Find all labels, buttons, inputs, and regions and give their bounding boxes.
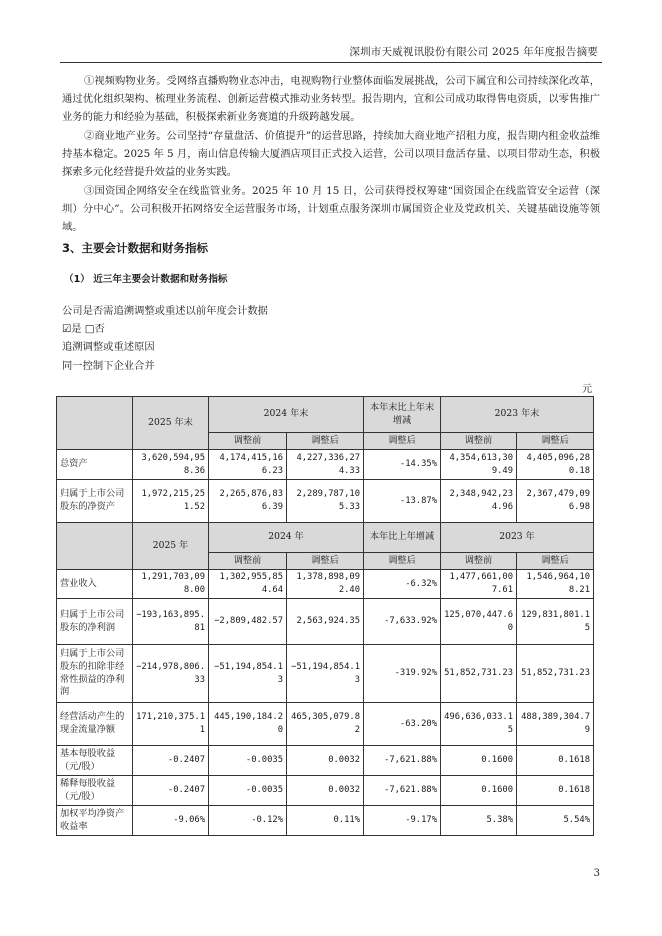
row-label: 加权平均净资产收益率 bbox=[57, 806, 133, 836]
table-cell: −51,194,854.13 bbox=[287, 645, 364, 703]
table-cell: 465,305,079.82 bbox=[287, 703, 364, 746]
table-header-cell bbox=[57, 523, 133, 570]
table-cell: 4,174,415,166.23 bbox=[209, 450, 287, 480]
paragraph-commercial-property: ②商业地产业务。公司坚持“存量盘活、价值提升”的运营思路，持续加大商业地产招租力度，报告期内租金收益维持基本稳定。2025 年 5 月，南山信息传输大厦酒店项目正式投入运营，公司以项目盘活存量、以项目带动生态，积极探索多元化经营提升效益的业务实践。 bbox=[62, 130, 600, 179]
table-header-cell: 本年末比上年末增减 bbox=[364, 397, 441, 433]
table-cell: -14.35% bbox=[364, 450, 441, 480]
adjust-reason-label: 追溯调整或重述原因 bbox=[62, 341, 155, 353]
table-cell: 4,405,096,280.18 bbox=[517, 450, 594, 480]
table-header-cell: 2024 年末 bbox=[209, 397, 364, 433]
table-cell: -7,621.88% bbox=[364, 746, 441, 776]
unit-label: 元 bbox=[582, 384, 592, 395]
table-header-cell: 2023 年 bbox=[441, 523, 594, 553]
table-cell: -0.12% bbox=[209, 806, 287, 836]
row-label: 归属于上市公司股东的净资产 bbox=[57, 480, 133, 523]
table-cell: -0.2407 bbox=[133, 746, 209, 776]
table-cell: -0.0035 bbox=[209, 746, 287, 776]
row-label: 归属于上市公司股东的净利润 bbox=[57, 599, 133, 645]
row-label: 基本每股收益（元/股） bbox=[57, 746, 133, 776]
table-header-cell: 调整前 bbox=[441, 553, 517, 570]
table-cell: 0.1618 bbox=[517, 746, 594, 776]
table-cell: 4,227,336,274.33 bbox=[287, 450, 364, 480]
table-cell: 1,546,964,108.21 bbox=[517, 570, 594, 599]
table-cell: 2,563,924.35 bbox=[287, 599, 364, 645]
table-cell: -63.20% bbox=[364, 703, 441, 746]
table-header-cell: 调整后 bbox=[517, 433, 594, 450]
table-row bbox=[57, 746, 594, 776]
table-row bbox=[57, 570, 594, 599]
table-cell: 0.0032 bbox=[287, 776, 364, 806]
table-cell: 129,831,801.15 bbox=[517, 599, 594, 645]
table-cell: −214,978,806.33 bbox=[133, 645, 209, 703]
table-header-cell: 调整前 bbox=[209, 553, 287, 570]
table-cell: 1,378,898,092.40 bbox=[287, 570, 364, 599]
table-header-row bbox=[57, 523, 594, 553]
table-cell: −193,163,895.81 bbox=[133, 599, 209, 645]
table-header-cell: 调整后 bbox=[364, 433, 441, 450]
report-header: 深圳市天威视讯股份有限公司 2025 年年度报告摘要 bbox=[349, 46, 598, 58]
row-label: 稀释每股收益（元/股） bbox=[57, 776, 133, 806]
table-cell: -0.2407 bbox=[133, 776, 209, 806]
table-cell: 496,636,033.15 bbox=[441, 703, 517, 746]
table-cell: 0.1600 bbox=[441, 746, 517, 776]
table-cell: 51,852,731.23 bbox=[441, 645, 517, 703]
table-cell: −51,194,854.13 bbox=[209, 645, 287, 703]
table-row bbox=[57, 599, 594, 645]
table-cell: -7,633.92% bbox=[364, 599, 441, 645]
table-header-cell: 调整后 bbox=[364, 553, 441, 570]
table-header-cell: 2023 年末 bbox=[441, 397, 594, 433]
table-cell: −2,809,482.57 bbox=[209, 599, 287, 645]
table-header-cell bbox=[57, 397, 133, 450]
table-header-cell: 本年比上年增减 bbox=[364, 523, 441, 553]
retro-adjust-question: 公司是否需追溯调整或重述以前年度会计数据 bbox=[62, 305, 268, 317]
table-cell: 0.1618 bbox=[517, 776, 594, 806]
table-header-cell: 2025 年 bbox=[133, 523, 209, 570]
table-header-cell: 调整后 bbox=[287, 433, 364, 450]
table-header-cell: 调整后 bbox=[517, 553, 594, 570]
table-cell: 1,302,955,854.64 bbox=[209, 570, 287, 599]
table-cell: 125,070,447.60 bbox=[441, 599, 517, 645]
table-cell: -319.92% bbox=[364, 645, 441, 703]
header-divider bbox=[60, 62, 602, 63]
table-cell: -7,621.88% bbox=[364, 776, 441, 806]
table-cell: -13.87% bbox=[364, 480, 441, 523]
table-header-cell: 2024 年 bbox=[209, 523, 364, 553]
table-cell: 1,291,703,098.00 bbox=[133, 570, 209, 599]
table-cell: 2,265,876,836.39 bbox=[209, 480, 287, 523]
table-cell: 0.1600 bbox=[441, 776, 517, 806]
table-cell: 5.38% bbox=[441, 806, 517, 836]
table-cell: 1,972,215,251.52 bbox=[133, 480, 209, 523]
row-label: 经营活动产生的现金流量净额 bbox=[57, 703, 133, 746]
table-row bbox=[57, 806, 594, 836]
table-cell: 2,367,479,096.98 bbox=[517, 480, 594, 523]
table-row bbox=[57, 450, 594, 480]
table-cell: 51,852,731.23 bbox=[517, 645, 594, 703]
page-number: 3 bbox=[593, 868, 600, 879]
table-header-cell: 调整后 bbox=[287, 553, 364, 570]
table-header-cell: 调整前 bbox=[209, 433, 287, 450]
table-header-cell: 调整前 bbox=[441, 433, 517, 450]
adjust-reason-value: 同一控制下企业合并 bbox=[62, 360, 155, 372]
section-title: 3、主要会计数据和财务指标 bbox=[62, 241, 209, 255]
table-cell: -9.17% bbox=[364, 806, 441, 836]
section-subtitle: （1） 近三年主要会计数据和财务指标 bbox=[64, 274, 228, 285]
paragraph-video-shopping: ①视频购物业务。受网络直播购物业态冲击，电视购物行业整体面临发展挑战，公司下属宜和公司持续深化改革，通过优化组织架构、梳理业务流程、创新运营模式推动业务转型。报告期内，宜和公司成功取得售电资质，以零售推广业务的能力和经验为基础，积极探索新业务赛道的升级跨越发展。 bbox=[62, 75, 600, 124]
table-cell: 2,348,942,234.96 bbox=[441, 480, 517, 523]
table-cell: 445,190,184.20 bbox=[209, 703, 287, 746]
table-row bbox=[57, 645, 594, 703]
table-header-row bbox=[57, 397, 594, 433]
row-label: 营业收入 bbox=[57, 570, 133, 599]
table-cell: 0.0032 bbox=[287, 746, 364, 776]
table-header-cell: 2025 年末 bbox=[133, 397, 209, 450]
paragraph-security-supervision: ③国资国企网络安全在线监管业务。2025 年 10 月 15 日，公司获得授权筹建“国资国企在线监管安全运营（深圳）分中心”。公司积极开拓网络安全运营服务市场，计划重点服务深圳市属国资企业及党政机关、关键基础设施等领域。 bbox=[62, 185, 600, 234]
retro-adjust-answer: ☑是 □否 bbox=[62, 323, 105, 335]
table-cell: 1,477,661,007.61 bbox=[441, 570, 517, 599]
financial-data-table bbox=[56, 396, 594, 836]
table-row bbox=[57, 703, 594, 746]
table-row bbox=[57, 776, 594, 806]
table-cell: 171,210,375.11 bbox=[133, 703, 209, 746]
table-cell: -9.06% bbox=[133, 806, 209, 836]
table-cell: -6.32% bbox=[364, 570, 441, 599]
table-cell: 488,389,304.79 bbox=[517, 703, 594, 746]
table-cell: 0.11% bbox=[287, 806, 364, 836]
table-cell: 3,620,594,958.36 bbox=[133, 450, 209, 480]
row-label: 归属于上市公司股东的扣除非经常性损益的净利润 bbox=[57, 645, 133, 703]
table-cell: 2,289,787,105.33 bbox=[287, 480, 364, 523]
table-row bbox=[57, 480, 594, 523]
table-cell: 4,354,613,309.49 bbox=[441, 450, 517, 480]
row-label: 总资产 bbox=[57, 450, 133, 480]
table-cell: -0.0035 bbox=[209, 776, 287, 806]
table-cell: 5.54% bbox=[517, 806, 594, 836]
